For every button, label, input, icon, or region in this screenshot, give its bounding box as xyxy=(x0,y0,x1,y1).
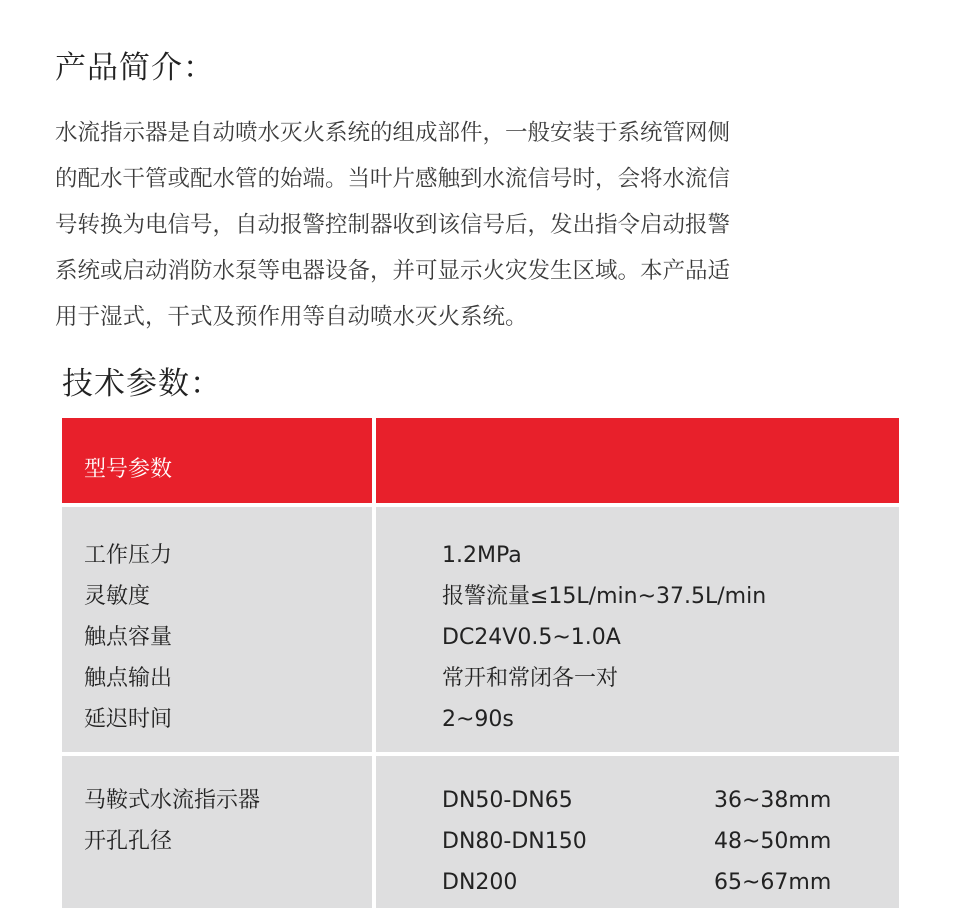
hole-row xyxy=(442,862,899,903)
intro-title: 产品简介： xyxy=(55,50,215,86)
intro-line: 用于湿式，干式及预作用等自动喷水灭火系统。 xyxy=(55,304,528,330)
param-label: 工作压力 xyxy=(84,543,173,568)
hole-diameter: 48~50mm xyxy=(714,829,832,854)
hole-diameter: 36~38mm xyxy=(714,788,832,813)
param-label: 灵敏度 xyxy=(84,584,151,609)
spec-table xyxy=(62,418,899,908)
hole-diameter: 65~67mm xyxy=(714,870,832,895)
spec-table-header xyxy=(62,418,899,503)
intro-line: 的配水干管或配水管的始端。当叶片感触到水流信号时，会将水流信 xyxy=(55,166,731,192)
hole-label: 马鞍式水流指示器 xyxy=(84,788,261,813)
param-value: 1.2MPa xyxy=(442,543,522,568)
intro-line: 水流指示器是自动喷水灭火系统的组成部件，一般安装于系统管网侧 xyxy=(55,120,731,146)
hole-size: DN50-DN65 xyxy=(442,788,573,813)
param-value: DC24V0.5~1.0A xyxy=(442,625,621,650)
table-row-params xyxy=(62,507,899,752)
hole-values-cell xyxy=(376,756,899,908)
param-label: 触点容量 xyxy=(84,625,173,650)
header-label: 型号参数 xyxy=(62,418,372,503)
param-label: 延迟时间 xyxy=(84,707,173,732)
hole-row xyxy=(442,780,899,821)
intro-paragraph xyxy=(55,110,915,340)
param-values-cell xyxy=(376,507,899,752)
hole-size: DN200 xyxy=(442,870,518,895)
param-label: 触点输出 xyxy=(84,666,173,691)
hole-row xyxy=(442,821,899,862)
param-value: 2~90s xyxy=(442,707,514,732)
intro-line: 号转换为电信号，自动报警控制器收到该信号后，发出指令启动报警 xyxy=(55,212,731,238)
intro-line: 系统或启动消防水泵等电器设备，并可显示火灾发生区域。本产品适 xyxy=(55,258,731,284)
param-value: 报警流量≤15L/min~37.5L/min xyxy=(442,584,767,609)
table-row-hole xyxy=(62,756,899,908)
param-value: 常开和常闭各一对 xyxy=(442,666,619,691)
param-labels-cell xyxy=(62,507,372,752)
hole-labels-cell xyxy=(62,756,372,908)
header-empty-cell xyxy=(376,418,899,503)
spec-title: 技术参数： xyxy=(62,366,222,402)
hole-size: DN80-DN150 xyxy=(442,829,587,854)
hole-label: 开孔孔径 xyxy=(84,829,173,854)
